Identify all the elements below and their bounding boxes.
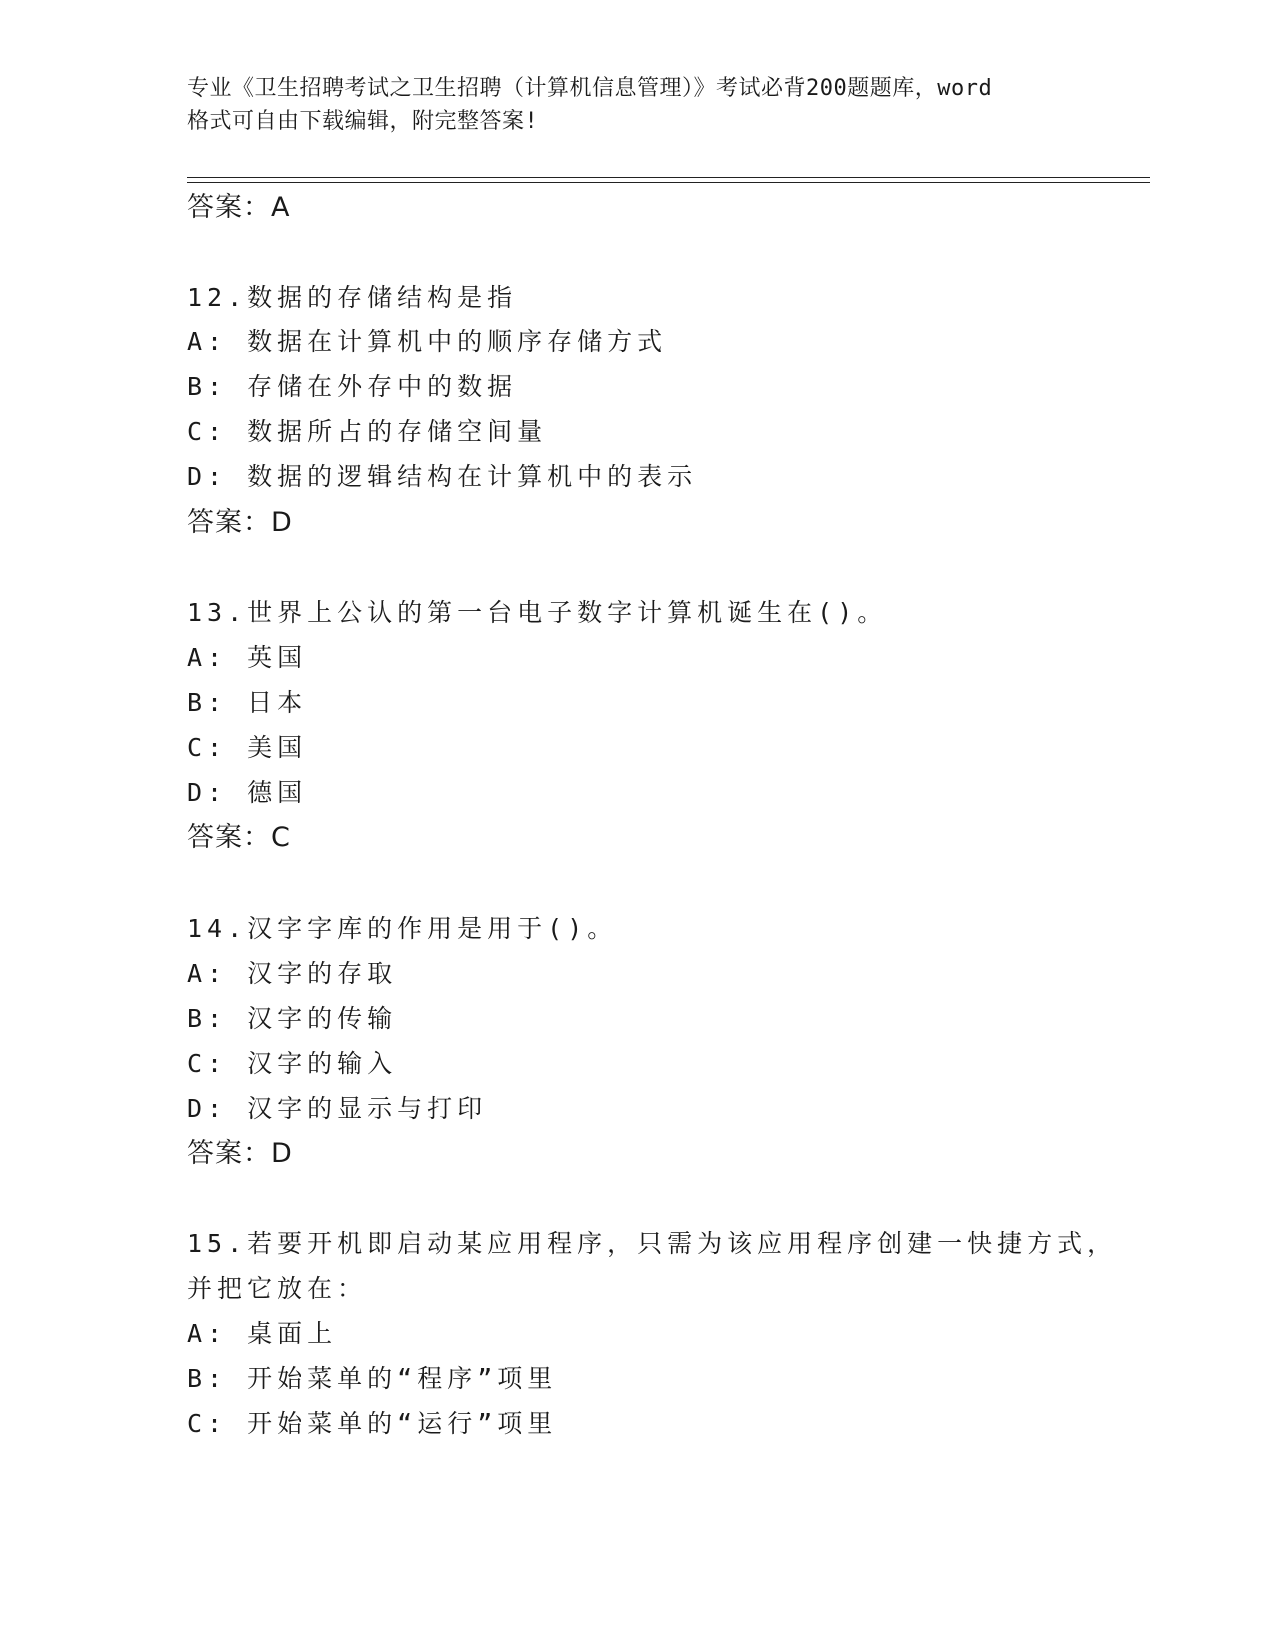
question-12: 12.数据的存储结构是指	[187, 283, 518, 312]
header-rule-bottom	[187, 182, 1150, 183]
header-line-2: 格式可自由下载编辑，附完整答案!	[187, 109, 539, 134]
q12-option-c: C: 数据所占的存储空间量	[187, 417, 548, 446]
q13-option-a: A: 英国	[187, 643, 308, 672]
q14-answer: 答案：D	[187, 1138, 293, 1169]
q15-option-c: C: 开始菜单的“运行”项里	[187, 1409, 558, 1438]
q13-option-c: C: 美国	[187, 733, 308, 762]
header-line-1: 专业《卫生招聘考试之卫生招聘（计算机信息管理）》考试必背200题题库，word	[187, 76, 993, 101]
previous-answer: 答案：A	[187, 192, 291, 223]
q14-option-c: C: 汉字的输入	[187, 1049, 398, 1078]
q14-option-d: D: 汉字的显示与打印	[187, 1094, 488, 1123]
q13-option-d: D: 德国	[187, 778, 308, 807]
question-13: 13.世界上公认的第一台电子数字计算机诞生在()。	[187, 598, 888, 627]
q12-option-d: D: 数据的逻辑结构在计算机中的表示	[187, 462, 698, 491]
q12-answer: 答案：D	[187, 507, 293, 538]
header-rule-top	[187, 177, 1150, 178]
document-header	[187, 72, 1087, 138]
q14-option-a: A: 汉字的存取	[187, 959, 398, 988]
q15-option-b: B: 开始菜单的“程序”项里	[187, 1364, 558, 1393]
q13-answer: 答案：C	[187, 822, 291, 853]
q12-option-b: B: 存储在外存中的数据	[187, 372, 518, 401]
q12-option-a: A: 数据在计算机中的顺序存储方式	[187, 327, 668, 356]
question-15-line-2: 并把它放在：	[187, 1274, 368, 1303]
q13-option-b: B: 日本	[187, 688, 308, 717]
question-14: 14.汉字字库的作用是用于()。	[187, 914, 618, 943]
q14-option-b: B: 汉字的传输	[187, 1004, 398, 1033]
q15-option-a: A: 桌面上	[187, 1319, 338, 1348]
question-15-line-1: 15.若要开机即启动某应用程序，只需为该应用程序创建一快捷方式，	[187, 1229, 1118, 1258]
